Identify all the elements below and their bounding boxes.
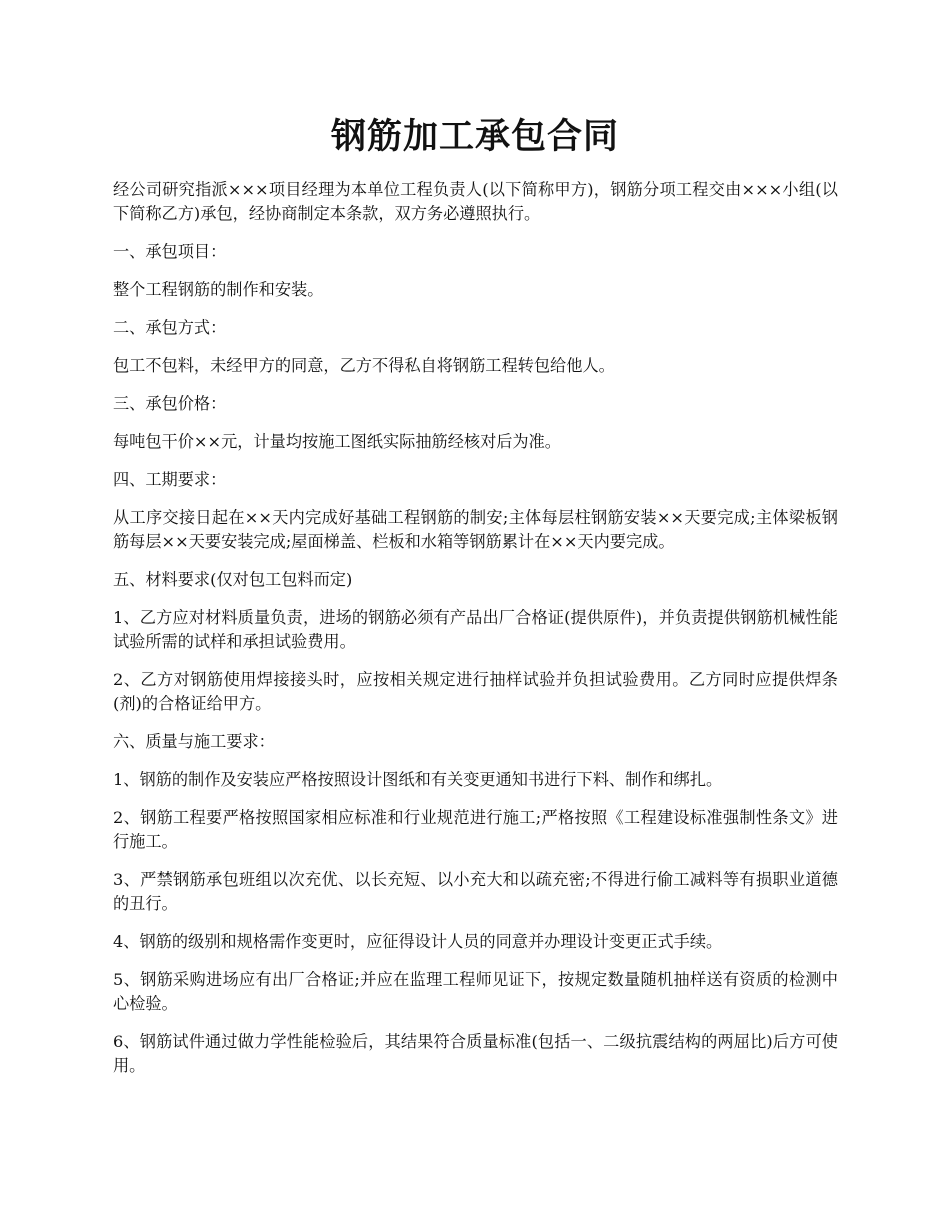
paragraph: 包工不包料，未经甲方的同意，乙方不得私自将钢筋工程转包给他人。	[113, 356, 615, 375]
paragraph: 经公司研究指派×××项目经理为本单位工程负责人(以下简称甲方)，钢筋分项工程交由×××小组(以下简称乙方)承包，经协商制定本条款，双方务必遵照执行。	[113, 180, 838, 223]
paragraph: 4、钢筋的级别和规格需作变更时，应征得设计人员的同意并办理设计变更正式手续。	[113, 932, 723, 951]
paragraph: 6、钢筋试件通过做力学性能检验后，其结果符合质量标准(包括一、二级抗震结构的两屈比)后方可使用。	[113, 1032, 838, 1075]
section-heading: 四、工期要求：	[113, 470, 227, 489]
paragraph: 3、严禁钢筋承包班组以次充优、以长充短、以小充大和以疏充密;不得进行偷工减料等有损职业道德的丑行。	[113, 870, 838, 913]
paragraph: 整个工程钢筋的制作和安装。	[113, 280, 324, 299]
paragraph: 从工序交接日起在××天内完成好基础工程钢筋的制安;主体每层柱钢筋安装××天要完成;主体梁板钢筋每层××天要安装完成;屋面梯盖、栏板和水箱等钢筋累计在××天内要完成。	[113, 508, 838, 551]
paragraph: 每吨包干价××元，计量均按施工图纸实际抽筋经核对后为准。	[113, 432, 561, 451]
paragraph: 2、钢筋工程要严格按照国家相应标准和行业规范进行施工;严格按照《工程建设标准强制性条文》进行施工。	[113, 808, 838, 851]
section-heading: 六、质量与施工要求：	[113, 732, 275, 751]
paragraph: 1、钢筋的制作及安装应严格按照设计图纸和有关变更通知书进行下料、制作和绑扎。	[113, 770, 723, 789]
section-heading: 一、承包项目：	[113, 242, 227, 261]
paragraph: 5、钢筋采购进场应有出厂合格证;并应在监理工程师见证下，按规定数量随机抽样送有资质的检测中心检验。	[113, 970, 838, 1013]
paragraph: 1、乙方应对材料质量负责，进场的钢筋必须有产品出厂合格证(提供原件)，并负责提供钢筋机械性能试验所需的试样和承担试验费用。	[113, 608, 838, 651]
section-heading: 二、承包方式：	[113, 318, 227, 337]
section-heading: 三、承包价格：	[113, 394, 227, 413]
document-body	[113, 178, 838, 1092]
section-heading: 五、材料要求(仅对包工包料而定)	[113, 570, 353, 589]
paragraph: 2、乙方对钢筋使用焊接接头时，应按相关规定进行抽样试验并负担试验费用。乙方同时应提供焊条(剂)的合格证给甲方。	[113, 670, 838, 713]
document-title: 钢筋加工承包合同	[330, 116, 619, 157]
